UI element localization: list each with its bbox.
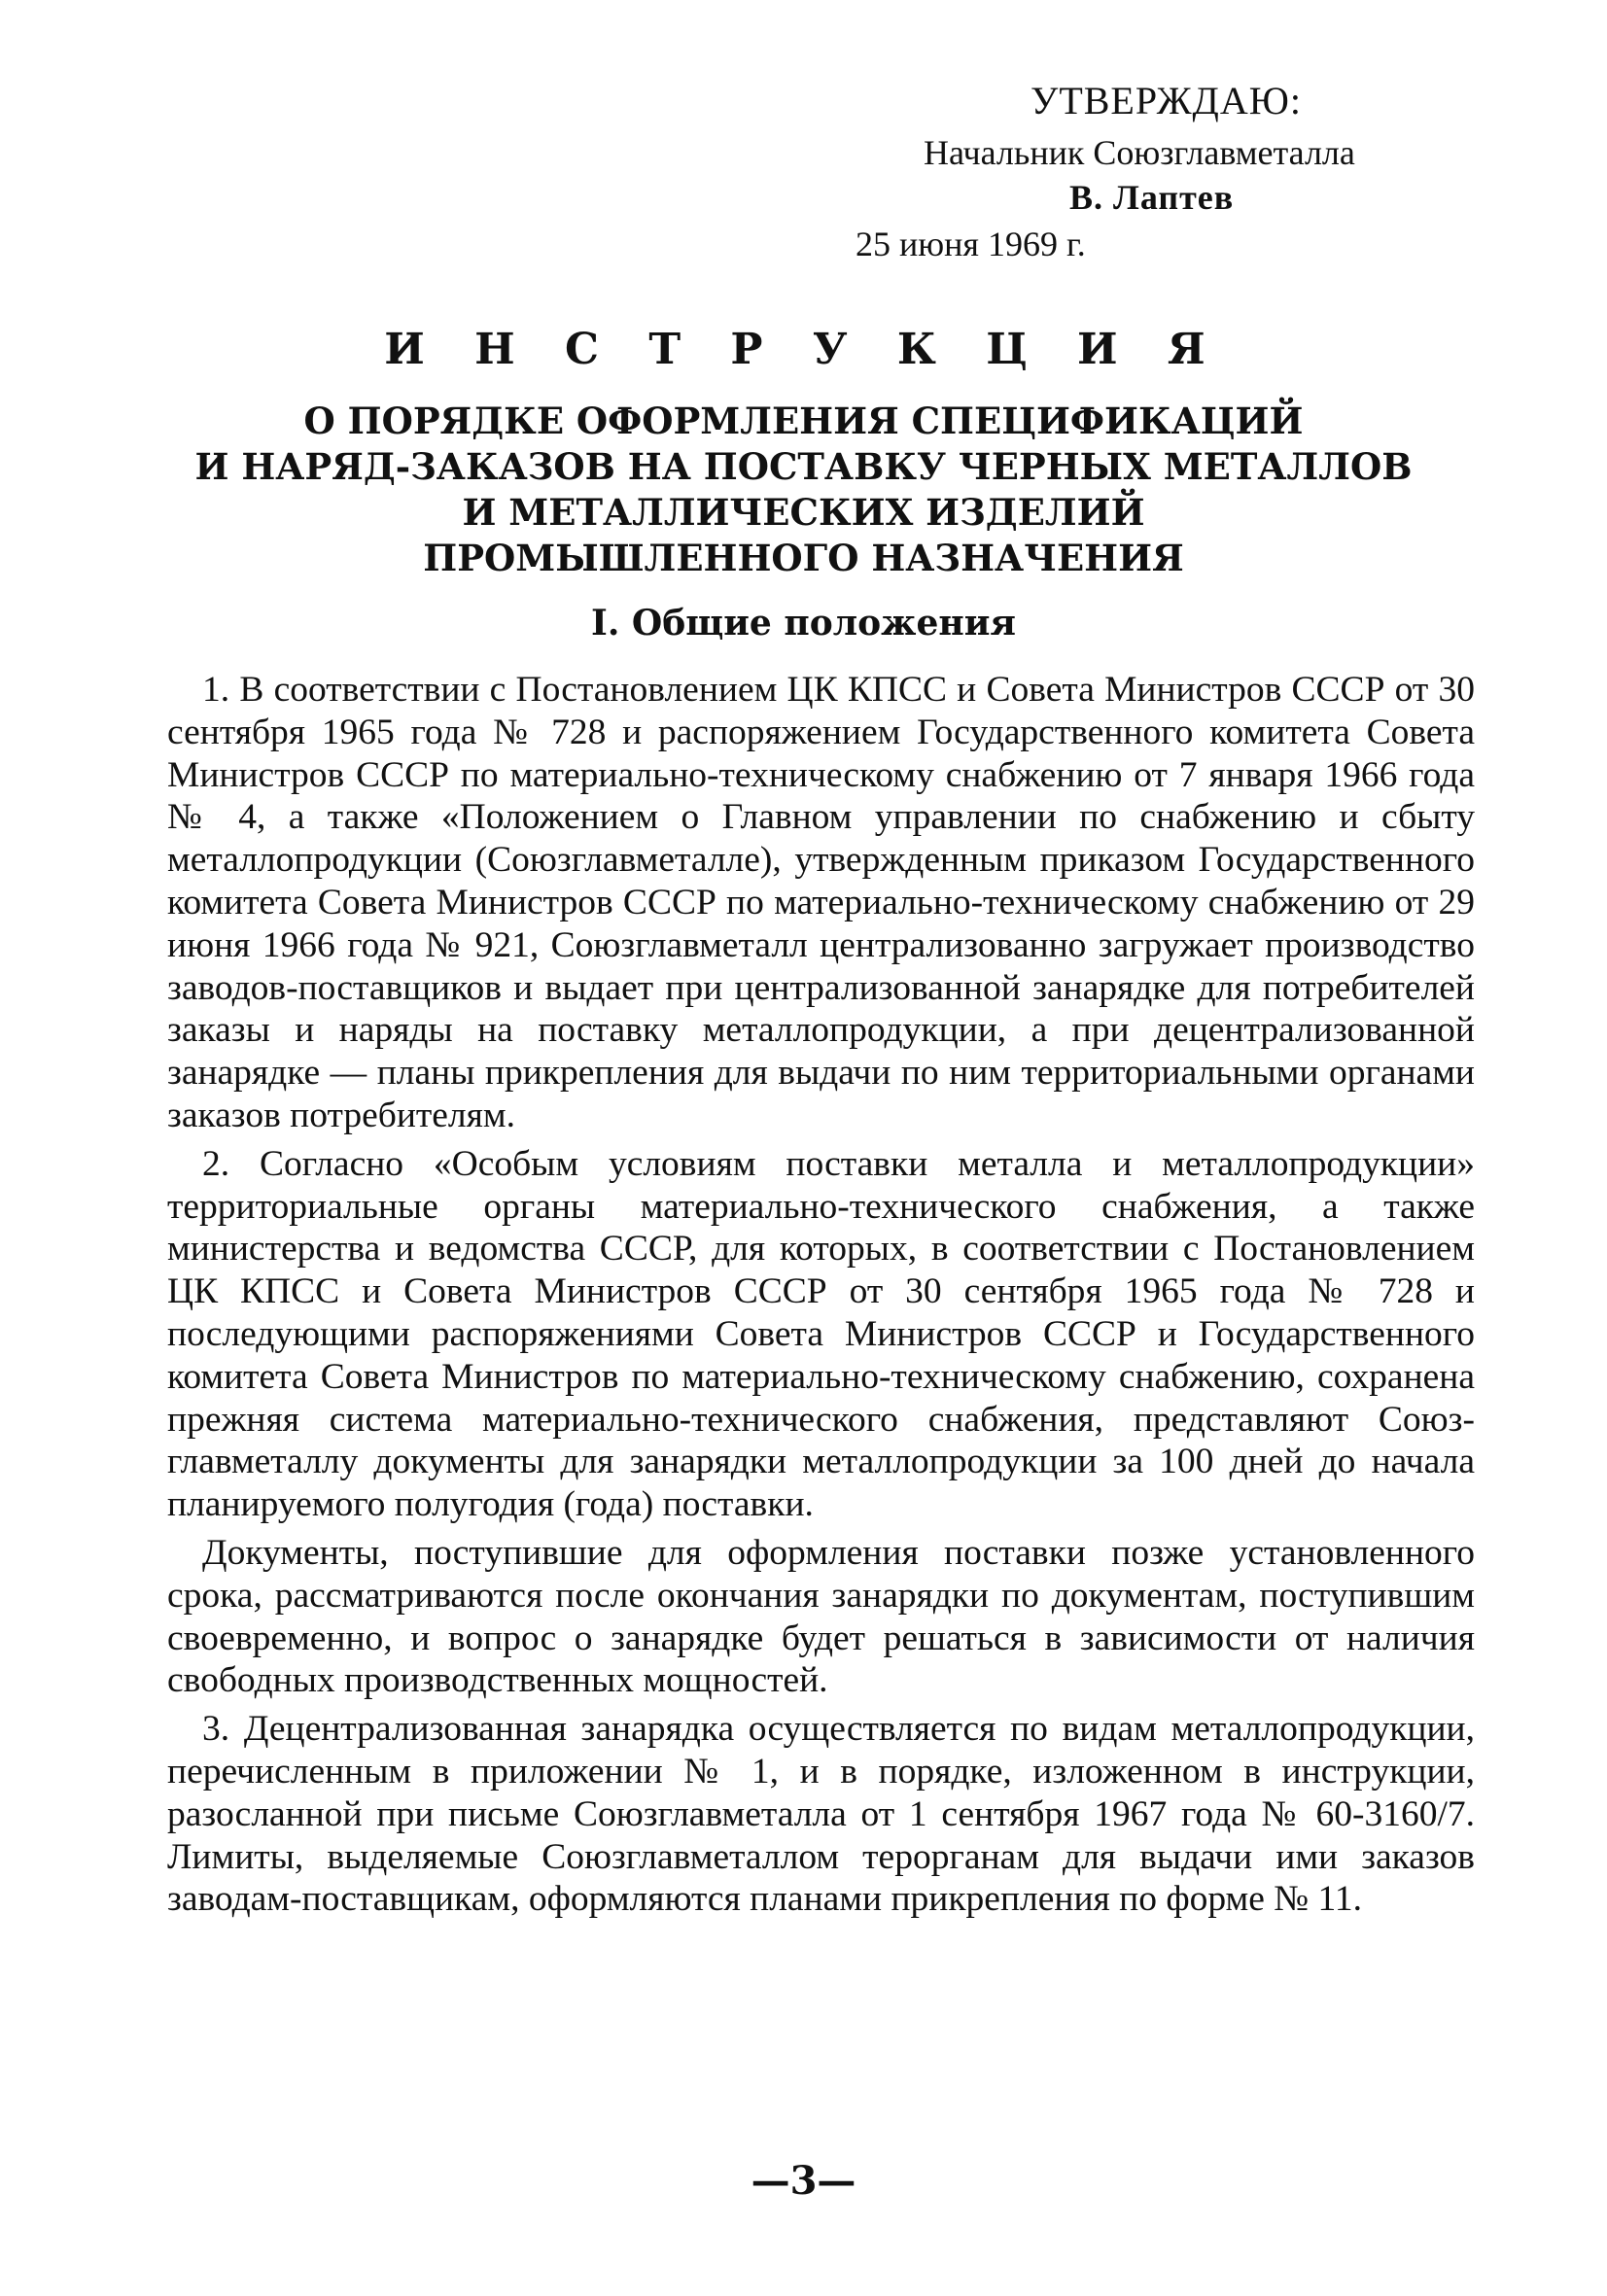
document-type-heading: И Н С Т Р У К Ц И Я [384,325,1223,374]
approval-date: 25 июня 1969 г. [856,225,1086,263]
paragraph-2: 2. Согласно «Особым условиям поставки металла и металлопродукции» территориальные органы материально-технического снабжения, а также министерства и ведомства СССР, для которых, в соответствии с Постановлением ЦК КПСС и Совета Министров СССР от 30 сентября 1965 года № 728 и последующими распоряжениями Совета Министров СССР и Государственного комитета Совета Министров по материально-техническому снабжению, сохранена прежняя система материально-технического снабжения, представляют Союзглавметаллу документы для занарядки металлопродукции за 100 дней до начала планируемого полугодия (года) поставки. [167,1143,1475,1525]
body-text [167,669,1475,1921]
section-heading: I. Общие положения [590,603,1017,644]
document-title [97,399,1510,581]
title-line: ПРОМЫШЛЕННОГО НАЗНАЧЕНИЯ [423,537,1184,579]
approver-position: Начальник Союзглавметалла [924,133,1355,172]
paragraph-4: 3. Децентрализованная занарядка осуществляется по видам металлопродукции, перечисленным в приложении № 1, и в порядке, изложенном в инструкции, разосланной при письме Союзглавметалла от 1 сентября 1967 года № 60-3160/7. Лимиты, выделяемые Союзглавметаллом терорганам для выдачи ими заказов заводам-поставщикам, оформляются планами прикрепления по форме № 11. [167,1709,1475,1920]
approval-heading: УТВЕРЖДАЮ: [1031,79,1302,122]
title-line: О ПОРЯДКЕ ОФОРМЛЕНИЯ СПЕЦИФИКАЦИЙ [303,400,1304,442]
paragraph-1: 1. В соответствии с Постановлением ЦК КПСС и Совета Министров СССР от 30 сентября 1965 года № 728 и распоряжением Государственного комитета Совета Министров СССР по материально-техническому снабжению от 7 января 1966 года № 4, а также «Положением о Главном управлении по снабжению и сбыту металлопродукции (Союзглавметалле), утвержденным приказом Государственного комитета Совета Министров СССР по материально-техническому снабжению от 29 июня 1966 года № 921, Союзглавметалл централизованно загружает производство заводов-поставщиков и выдает при централизованной занарядке для потребителей заказы и наряды на поставку металлопродукции, а при децентрализованной занарядке — планы прикрепления для выдачи по ним территориальными органами заказов потребителям. [167,670,1475,1135]
page-number: —3— [751,2158,856,2204]
title-line: И НАРЯД-ЗАКАЗОВ НА ПОСТАВКУ ЧЕРНЫХ МЕТАЛЛОВ [194,445,1413,488]
paragraph-3: Документы, поступившие для оформления поставки позже установленного срока, рассматриваются после окончания занарядки по документам, поступившим своевременно, и вопрос о занарядке будет решаться в зависимости от наличия свободных производственных мощностей. [167,1532,1475,1701]
title-line: И МЕТАЛЛИЧЕСКИХ ИЗДЕЛИЙ [462,491,1145,534]
approver-name: В. Лаптев [1069,178,1235,217]
